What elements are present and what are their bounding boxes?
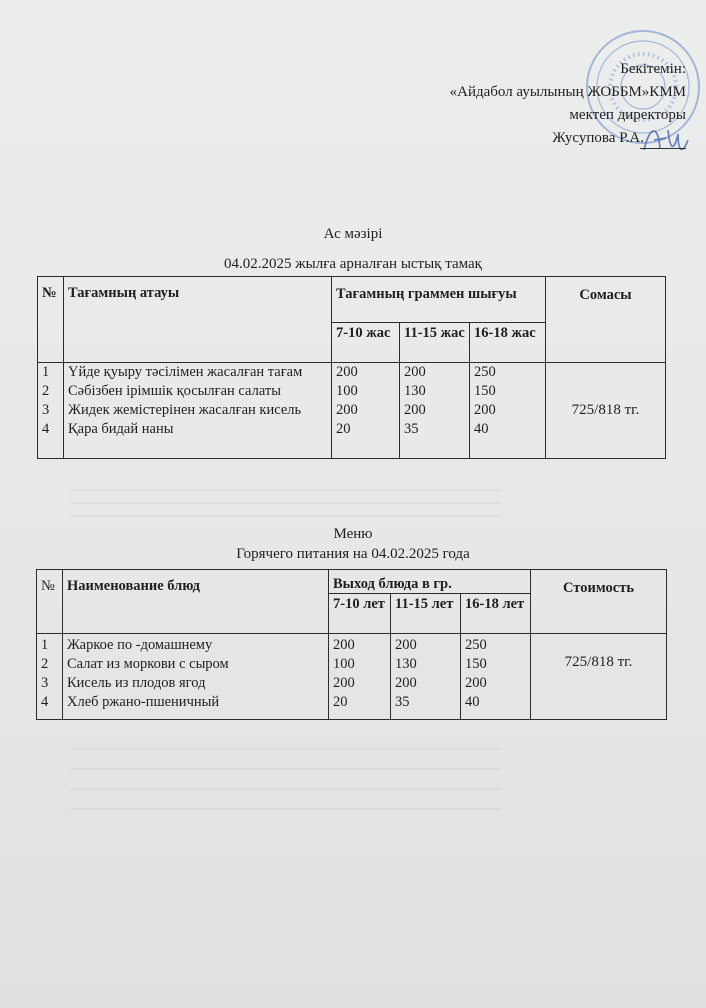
ru-menu-table: [36, 569, 667, 720]
kz-name-column: [64, 363, 332, 459]
kz-row-age1: 100: [336, 383, 358, 399]
kz-header-name: Тағамның атауы: [64, 277, 332, 363]
kz-row-age2: 200: [404, 402, 426, 418]
ru-row-age3: 40: [465, 694, 480, 710]
kz-row-age3: 200: [474, 402, 496, 418]
kz-row-name: Жидек жемістерінен жасалған кисель: [68, 402, 302, 418]
kz-row-num: 1: [42, 364, 50, 380]
kz-header-output: Тағамның граммен шығуы: [332, 277, 546, 323]
approval-line-3: мектеп директоры: [569, 107, 686, 123]
ru-row-age1: 100: [333, 656, 355, 672]
ru-title: Меню: [333, 526, 373, 542]
kz-num-column: [38, 363, 64, 459]
kz-header-price: Сомасы: [546, 277, 666, 363]
kz-header-age1: 7-10 жас: [332, 323, 400, 363]
ru-row-age3: 250: [465, 637, 487, 653]
kz-row-num: 2: [42, 383, 50, 399]
ru-row-age2: 35: [395, 694, 410, 710]
ru-name-column: [63, 634, 329, 720]
ru-row-age1: 20: [333, 694, 348, 710]
kz-row-age3: 40: [474, 421, 489, 437]
ru-row-name: Хлеб ржано-пшеничный: [67, 694, 220, 710]
ru-price: 725/818 тг.: [531, 634, 667, 720]
ru-age1-column: [329, 634, 391, 720]
kz-header-num: №: [38, 277, 64, 363]
bleed-through-shadow: [70, 478, 500, 518]
ru-row-name: Кисель из плодов ягод: [67, 675, 206, 691]
kz-row-age2: 35: [404, 421, 419, 437]
kz-row-age1: 200: [336, 402, 358, 418]
ru-row-age1: 200: [333, 675, 355, 691]
kz-row-age2: 200: [404, 364, 426, 380]
ru-row-num: 2: [41, 656, 49, 672]
bleed-through-shadow: [70, 730, 500, 820]
ru-row-age3: 200: [465, 675, 487, 691]
ru-row-age2: 130: [395, 656, 417, 672]
approval-line-4: Жусупова Р.А.: [552, 130, 644, 146]
ru-header-age3: 16-18 лет: [461, 594, 531, 634]
ru-subtitle: Горячего питания на 04.02.2025 года: [236, 546, 470, 562]
ru-num-column: [37, 634, 63, 720]
kz-row-age1: 200: [336, 364, 358, 380]
ru-row-name: Салат из моркови с сыром: [67, 656, 229, 672]
kz-row-age3: 250: [474, 364, 496, 380]
kz-menu-table: [37, 276, 666, 459]
ru-header-num: №: [37, 570, 63, 634]
ru-age3-column: [461, 634, 531, 720]
ru-row-num: 1: [41, 637, 49, 653]
kz-row-age3: 150: [474, 383, 496, 399]
kz-age3-column: [470, 363, 546, 459]
kz-subtitle: 04.02.2025 жылға арналған ыстық тамақ: [224, 256, 482, 272]
kz-price: 725/818 тг.: [546, 363, 666, 459]
kz-row-name: Үйде қуыру тәсілімен жасалған тағам: [68, 364, 303, 380]
ru-row-name: Жаркое по -домашнему: [67, 637, 213, 653]
kz-row-num: 4: [42, 421, 50, 437]
ru-row-age3: 150: [465, 656, 487, 672]
kz-age2-column: [400, 363, 470, 459]
ru-header-age1: 7-10 лет: [329, 594, 391, 634]
kz-row-name: Сәбізбен ірімшік қосылған салаты: [68, 383, 281, 399]
kz-row-age1: 20: [336, 421, 351, 437]
ru-row-num: 3: [41, 675, 49, 691]
signature: [640, 120, 690, 160]
kz-header-age3: 16-18 жас: [470, 323, 546, 363]
kz-row-num: 3: [42, 402, 50, 418]
approval-line-1: Бекітемін:: [620, 61, 686, 77]
kz-age1-column: [332, 363, 400, 459]
signature-line: [640, 148, 686, 149]
kz-title: Ас мәзірі: [323, 226, 383, 242]
ru-age2-column: [391, 634, 461, 720]
kz-row-name: Қара бидай наны: [68, 421, 174, 437]
ru-row-num: 4: [41, 694, 49, 710]
ru-header-age2: 11-15 лет: [391, 594, 461, 634]
kz-header-age2: 11-15 жас: [400, 323, 470, 363]
ru-row-age2: 200: [395, 675, 417, 691]
ru-header-name: Наименование блюд: [63, 570, 329, 634]
ru-header-output: Выход блюда в гр.: [329, 570, 531, 594]
approval-line-2: «Айдабол ауылының ЖОББМ»КММ: [449, 84, 686, 100]
kz-row-age2: 130: [404, 383, 426, 399]
ru-row-age2: 200: [395, 637, 417, 653]
ru-header-price: Стоимость: [531, 570, 667, 634]
ru-row-age1: 200: [333, 637, 355, 653]
